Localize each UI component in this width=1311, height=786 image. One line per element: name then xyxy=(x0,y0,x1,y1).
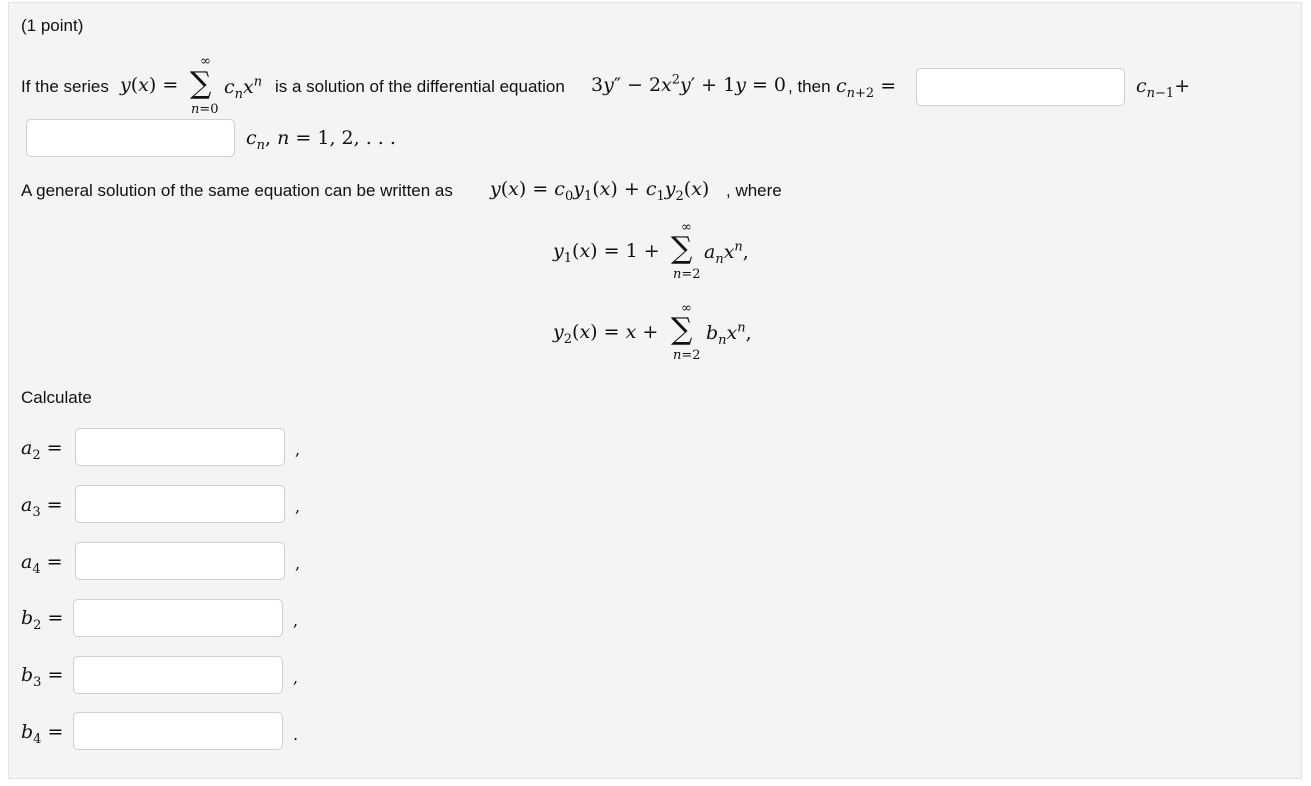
b4-punct: . xyxy=(293,725,299,744)
general-lead: A general solution of the same equation can be written as xyxy=(21,181,453,200)
series-lhs: y(x) = xyxy=(120,74,179,96)
b3-label: $b_3$ = xyxy=(21,664,64,690)
differential-equation: $3y'' - 2x^2y' + 1y = 0$ xyxy=(591,72,787,96)
sigma-symbol: ∑ xyxy=(190,66,212,101)
a3-punct: , xyxy=(295,497,301,516)
intro-mid: is a solution of the differential equation xyxy=(275,77,565,96)
a2-input[interactable] xyxy=(75,428,285,466)
b3-punct: , xyxy=(293,668,299,687)
y2-sigma: ∑ xyxy=(671,312,693,347)
coef-second-field[interactable] xyxy=(27,120,234,156)
a3-label: $a_3$ = xyxy=(21,494,63,520)
a2-punct: , xyxy=(295,440,301,459)
b4-field[interactable] xyxy=(74,713,282,749)
coef-first-input[interactable] xyxy=(916,68,1125,106)
a4-input[interactable] xyxy=(75,542,285,580)
a3-input[interactable] xyxy=(75,485,285,523)
coef-first-field[interactable] xyxy=(917,69,1124,105)
sum-upper-limit: ∞ xyxy=(200,54,211,69)
b3-input[interactable] xyxy=(73,656,283,694)
calculate-label: Calculate xyxy=(21,388,92,407)
b2-label: $b_2$ = xyxy=(21,607,64,633)
a4-field[interactable] xyxy=(76,543,284,579)
points-label: (1 point) xyxy=(21,16,84,35)
coef-recurrence-lhs: $c_{n+2}$ = xyxy=(836,75,897,101)
a3-field[interactable] xyxy=(76,486,284,522)
b4-label: $b_4$ = xyxy=(21,721,64,747)
y1-sigma: ∑ xyxy=(671,231,693,266)
y1-term: $a_nx^n$, xyxy=(704,239,749,267)
coef-first-term: $c_{n-1}+$ xyxy=(1136,75,1191,101)
series-term: $c_nx^n$ xyxy=(224,74,263,102)
b2-input[interactable] xyxy=(73,599,283,637)
coef-second-term: $c_n$, n = 1, 2, . . . xyxy=(246,127,396,153)
general-where: , where xyxy=(726,181,782,200)
y2-lower-limit: n=2 xyxy=(673,348,701,363)
coef-second-input[interactable] xyxy=(26,119,235,157)
intro-then: , then xyxy=(788,77,831,96)
y1-lower-limit: n=2 xyxy=(673,267,701,282)
a2-label: $a_2$ = xyxy=(21,437,63,463)
general-solution: $y(x) = c_0y_1(x) + c_1y_2(x)$ xyxy=(490,178,710,204)
b4-input[interactable] xyxy=(73,712,283,750)
y2-lhs: $y_2(x) = x$ + xyxy=(553,321,659,347)
b3-field[interactable] xyxy=(74,657,282,693)
intro-lead: If the series xyxy=(21,77,109,96)
sum-lower-limit: n=0 xyxy=(191,102,219,117)
b2-punct: , xyxy=(293,611,299,630)
a2-field[interactable] xyxy=(76,429,284,465)
y1-upper-limit: ∞ xyxy=(681,220,692,235)
a4-punct: , xyxy=(295,554,301,573)
y2-upper-limit: ∞ xyxy=(681,301,692,316)
a4-label: $a_4$ = xyxy=(21,551,63,577)
y2-term: $b_nx^n$, xyxy=(706,320,752,348)
y1-lhs: $y_1(x) = 1$ + xyxy=(553,240,660,266)
b2-field[interactable] xyxy=(74,600,282,636)
